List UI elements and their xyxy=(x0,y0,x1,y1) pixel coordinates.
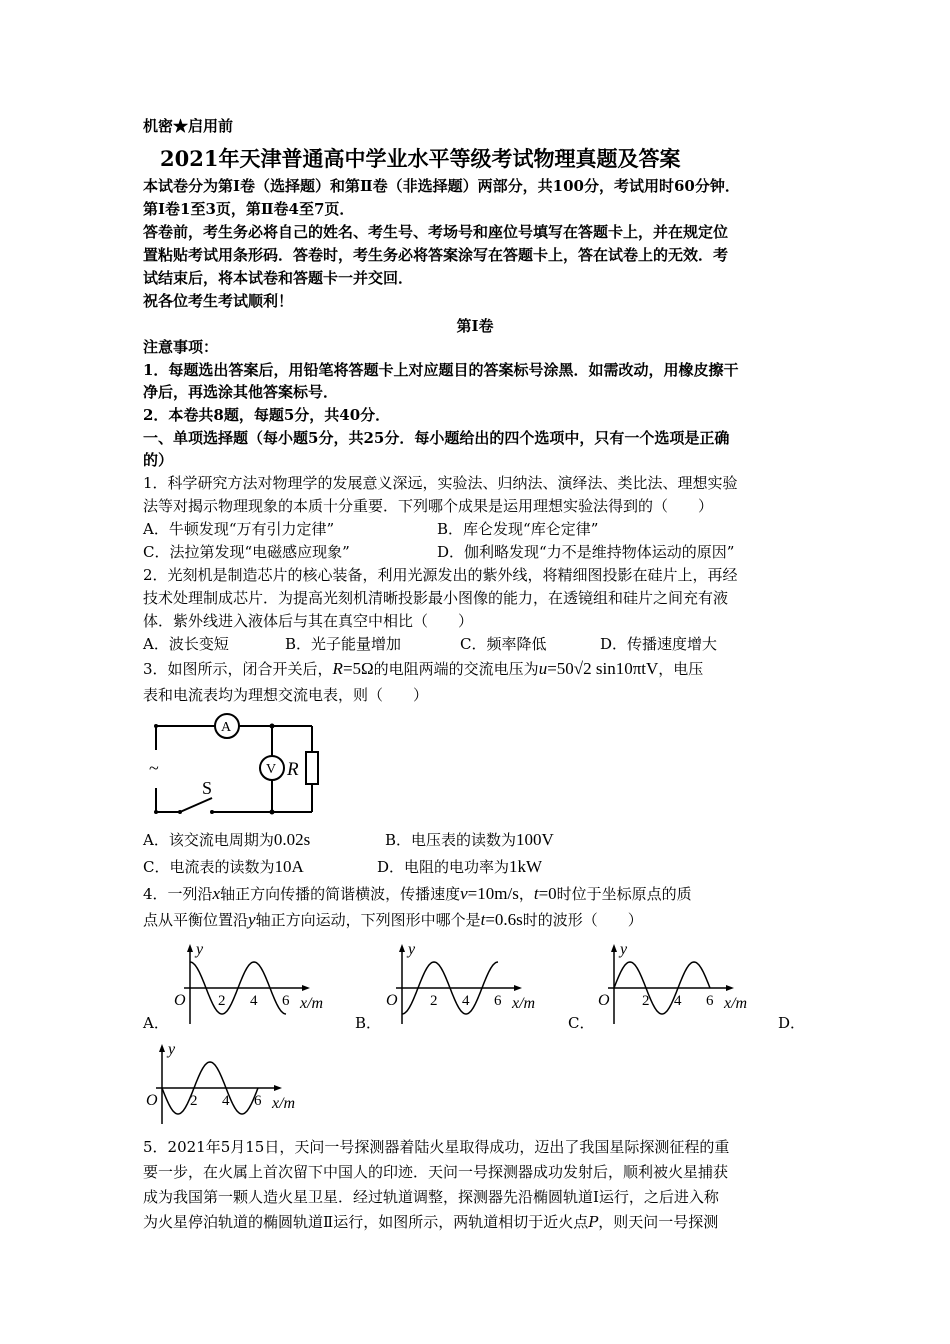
q2-stem: 2．光刻机是制造芯片的核心装备，利用光源发出的紫外线，将精细图投影在硅片上，再经 xyxy=(143,566,738,584)
notes-item: 净后，再选涂其他答案标号． xyxy=(143,383,339,401)
y-axis-arrow xyxy=(611,944,617,952)
q2-stem: 技术处理制成芯片．为提高光刻机清晰投影最小图像的能力，在透镜组和硅片之间充有液 xyxy=(143,589,729,607)
tick-label: 6 xyxy=(706,993,714,1009)
q5-stem: 5．2021年5月15日，天问一号探测器着陆火星取得成功，迈出了我国星际探测征程的重 xyxy=(143,1138,730,1156)
q4-option-c: C． xyxy=(568,1014,595,1032)
x-axis-label: x/m xyxy=(512,995,536,1012)
section-title: 第Ⅰ卷 xyxy=(456,317,494,335)
tick-label: 6 xyxy=(494,993,502,1009)
ammeter-label: A xyxy=(221,720,232,735)
tick-label: 4 xyxy=(674,993,682,1009)
voltmeter-label: V xyxy=(266,762,277,777)
tick-label: 4 xyxy=(462,993,470,1009)
origin-label: O xyxy=(174,992,186,1009)
intro-line: 本试卷分为第Ⅰ卷（选择题）和第Ⅱ卷（非选择题）两部分，共100分，考试用时60分钟． xyxy=(143,177,740,195)
x-axis-arrow xyxy=(302,985,310,991)
q4-option-d: D． xyxy=(778,1014,806,1032)
q1-stem: 法等对揭示物理现象的本质十分重要．下列哪个成果是运用理想实验法得到的（ ） xyxy=(143,497,714,515)
part-heading: 一、单项选择题（每小题5分，共25分．每小题给出的四个选项中，只有一个选项是正确 xyxy=(143,429,730,447)
y-axis-arrow xyxy=(187,944,193,952)
x-axis-arrow xyxy=(514,985,522,991)
origin-label: O xyxy=(386,992,398,1009)
y-axis-label: y xyxy=(196,941,204,958)
y-axis-arrow xyxy=(399,944,405,952)
x-axis-label: x/m xyxy=(724,995,748,1012)
q1-option-a: A．牛顿发现“万有引力定律” xyxy=(143,520,335,538)
wave-graph-a xyxy=(168,940,348,1030)
q3-option-d: D．电阻的电功率为1kW xyxy=(377,857,543,876)
intro-line: 试结束后，将本试卷和答题卡一并交回． xyxy=(143,269,414,287)
y-axis-label: y xyxy=(168,1041,176,1058)
q2-option-d: D．传播速度增大 xyxy=(600,635,718,653)
x-axis-label: x/m xyxy=(300,995,324,1012)
page-title: 2021年天津普通高中学业水平等级考试物理真题及答案 xyxy=(160,146,681,171)
origin-label: O xyxy=(598,992,610,1009)
tick-label: 6 xyxy=(254,1093,262,1109)
q3-option-a: A．该交流电周期为0.02s xyxy=(143,830,311,849)
q4-stem: 4．一列沿x轴正方向传播的简谐横波，传播速度v=10m/s，t=0时位于坐标原点的质 xyxy=(143,884,692,903)
q3-stem: 表和电流表均为理想交流电表，则（ ） xyxy=(143,686,429,704)
intro-line: 答卷前，考生务必将自己的姓名、考生号、考场号和座位号填写在答题卡上，并在规定位 xyxy=(143,223,729,241)
q2-stem: 体．紫外线进入液体后与其在真空中相比（ ） xyxy=(143,612,474,630)
origin-label: O xyxy=(146,1092,158,1109)
switch-label: S xyxy=(202,778,213,798)
x-axis-arrow xyxy=(274,1085,282,1091)
ac-source-icon: ~ xyxy=(149,758,159,778)
tick-label: 2 xyxy=(430,993,438,1009)
tick-label: 6 xyxy=(282,993,290,1009)
q3-option-c: C．电流表的读数为10A xyxy=(143,857,304,876)
tick-label: 4 xyxy=(250,993,258,1009)
tick-label: 4 xyxy=(222,1093,230,1109)
x-axis-arrow xyxy=(726,985,734,991)
q5-stem: 成为我国第一颗人造火星卫星．经过轨道调整，探测器先沿椭圆轨道Ⅰ运行，之后进入称 xyxy=(143,1188,719,1206)
q4-stem: 点从平衡位置沿y轴正方向运动，下列图形中哪个是t=0.6s时的波形（ ） xyxy=(143,910,643,929)
q1-stem: 1．科学研究方法对物理学的发展意义深远，实验法、归纳法、演绎法、类比法、理想实验 xyxy=(143,474,738,492)
y-axis-arrow xyxy=(159,1044,165,1052)
part-heading: 的） xyxy=(143,451,174,469)
q2-option-b: B．光子能量增加 xyxy=(285,635,402,653)
confidential-mark: 机密★启用前 xyxy=(143,117,234,135)
y-axis-label: y xyxy=(620,941,628,958)
wave-graph-c xyxy=(592,940,772,1030)
resistor-label: R xyxy=(287,759,299,780)
tick-label: 2 xyxy=(218,993,226,1009)
q2-option-a: A．波长变短 xyxy=(143,635,229,653)
q5-stem: 要一步，在火属上首次留下中国人的印迹．天问一号探测器成功发射后，顺利被火星捕获 xyxy=(143,1163,729,1181)
notes-item: 1．每题选出答案后，用铅笔将答题卡上对应题目的答案标号涂黑．如需改动，用橡皮擦干 xyxy=(143,361,739,379)
q1-option-b: B．库仑发现“库仑定律” xyxy=(437,520,599,538)
q3-option-b: B．电压表的读数为100V xyxy=(385,830,554,849)
notes-item: 2．本卷共8题，每题5分，共40分． xyxy=(143,406,391,424)
q1-option-d: D．伽利略发现“力不是维持物体运动的原因” xyxy=(437,543,735,561)
q2-option-c: C．频率降低 xyxy=(460,635,547,653)
q3-stem: 3．如图所示，闭合开关后，R=5Ω的电阻两端的交流电压为u=50√2 sin10πtV，电压 xyxy=(143,659,704,678)
q4-option-a: A． xyxy=(143,1014,169,1032)
notes-heading: 注意事项： xyxy=(143,338,219,356)
intro-line: 祝各位考生考试顺利！ xyxy=(143,292,294,310)
intro-line: 第Ⅰ卷1至3页，第Ⅱ卷4至7页． xyxy=(143,200,355,218)
q5-stem: 为火星停泊轨道的椭圆轨道Ⅱ运行，如图所示，两轨道相切于近火点P，则天问一号探测 xyxy=(143,1213,719,1231)
q1-option-c: C．法拉第发现“电磁感应现象” xyxy=(143,543,350,561)
y-axis-label: y xyxy=(408,941,416,958)
circuit-diagram xyxy=(140,708,330,828)
x-axis-label: x/m xyxy=(272,1095,296,1112)
tick-label: 2 xyxy=(642,993,650,1009)
wave-graph-b xyxy=(380,940,560,1030)
wave-graph-d xyxy=(140,1040,320,1130)
intro-line: 置粘贴考试用条形码．答卷时，考生务必将答案涂写在答题卡上，答在试卷上的无效．考 xyxy=(143,246,729,264)
tick-label: 2 xyxy=(190,1093,198,1109)
q4-option-b: B． xyxy=(355,1014,382,1032)
